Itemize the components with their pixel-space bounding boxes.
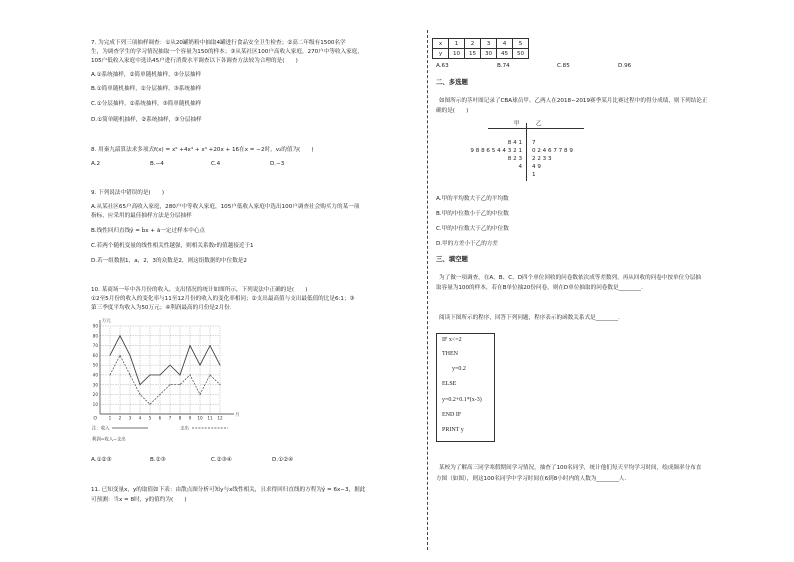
q7-option-c: C.①分层抽样，②系统抽样，③简单随机抽样 bbox=[91, 101, 202, 107]
q12-option-d: D.甲的方差小于乙的方差 bbox=[436, 241, 499, 247]
x-tick-label: 6 bbox=[158, 415, 162, 421]
q11-stem-line1: 11. 已知变量x，y的取值如下表：由散点图分析可知y与x线性相关，且求得回归直线的方程为ŷ = 6x−3，据此 bbox=[91, 487, 366, 493]
data-point bbox=[210, 345, 211, 346]
data-point bbox=[150, 374, 151, 375]
x-tick-label: 1 bbox=[108, 415, 112, 421]
data-point bbox=[110, 355, 111, 356]
series-line-expense bbox=[110, 355, 220, 404]
data-point bbox=[210, 374, 211, 375]
data-point bbox=[180, 384, 181, 385]
q9-option-a-line2: 指标，应采用的最佳抽样方法是分层抽样 bbox=[91, 213, 192, 219]
stem-leaf-left-leaves: 9 8 8 6 5 4 4 3 2 1 bbox=[470, 148, 522, 154]
x-tick-label: 10 bbox=[197, 415, 203, 421]
y-tick-label: 50 bbox=[92, 362, 98, 368]
data-point bbox=[200, 365, 201, 366]
q9-option-b: B.线性回归直线ŷ = b̂x + â一定过样本中心点 bbox=[91, 228, 206, 234]
q10-option-c: C.②③④ bbox=[211, 457, 232, 463]
stem-leaf-right-leaves: 4 9 bbox=[532, 164, 541, 170]
data-point bbox=[160, 394, 161, 395]
x-tick-label: 8 bbox=[178, 415, 182, 421]
table-row bbox=[433, 39, 529, 49]
column-divider bbox=[427, 30, 428, 550]
data-point bbox=[110, 374, 111, 375]
q7-option-a: A.①系统抽样，②简单随机抽样，③分层抽样 bbox=[91, 72, 202, 78]
q11-option-d: D.96 bbox=[618, 63, 632, 69]
data-point bbox=[130, 374, 131, 375]
q11-option-a: A.63 bbox=[436, 63, 449, 69]
q10-option-b: B.②③ bbox=[150, 457, 166, 463]
y-tick-label: 90 bbox=[92, 323, 98, 329]
table-cell: 50 bbox=[513, 49, 529, 59]
x-tick-label: 2 bbox=[118, 415, 122, 421]
q13-stem-line1: 为了做一项调查，在A、B、C、D四个单位回收的问卷数依次成等差数列，再从回收的问卷中按单位分层抽 bbox=[439, 275, 702, 281]
x-tick-label: 7 bbox=[168, 415, 172, 421]
q7-stem-line1: 7. 为完成下列三项抽样调查：①从20罐奶粉中抽取4罐进行食品安全卫生检查；②高二年级有1500名学 bbox=[91, 40, 346, 46]
stem-leaf-plot bbox=[440, 120, 620, 180]
q11-option-b: B.74 bbox=[497, 63, 510, 69]
code-line: END IF bbox=[442, 412, 462, 418]
q10-option-d: D.①②④ bbox=[272, 457, 294, 463]
x-tick-label: 5 bbox=[148, 415, 152, 421]
stem-leaf-right-leaves: 2 2 3 3 bbox=[532, 156, 552, 162]
q7-option-d: D.①简单随机抽样，②系统抽样，③分层抽样 bbox=[91, 117, 202, 123]
q8-option-a: A.2 bbox=[91, 161, 101, 167]
stem-leaf-left-leaves: 8 4 1 bbox=[507, 140, 522, 146]
q10-stem-line3: 第三季度平均收入为50万元；④利润最高的月份是2月份. bbox=[91, 305, 232, 311]
table-cell: 5 bbox=[513, 39, 529, 49]
y-tick-label: 30 bbox=[92, 382, 98, 388]
stem-leaf-right-leaves: 1 bbox=[532, 172, 536, 178]
code-line: ELSE bbox=[442, 381, 457, 387]
table-cell: 30 bbox=[481, 49, 497, 59]
table-cell: 3 bbox=[481, 39, 497, 49]
q10-stem-line1: 10. 某商场一年中各月份的收入、支出情况的统计如图所示，下列说法中正确的是( ) bbox=[91, 287, 308, 293]
data-point bbox=[180, 374, 181, 375]
table-cell: 45 bbox=[497, 49, 513, 59]
q12-option-c: C.甲的中位数大于乙的中位数 bbox=[436, 226, 509, 232]
origin-label: O bbox=[93, 416, 97, 422]
stem-leaf-left-leaves: 4 bbox=[518, 164, 522, 170]
table-cell: x bbox=[433, 39, 449, 49]
table-cell: 1 bbox=[449, 39, 465, 49]
stem-leaf-head-jia: 甲 bbox=[514, 121, 520, 127]
q9-option-d: D.若一组数据1，a，2，3的众数是2，则这组数据的中位数是2 bbox=[91, 258, 247, 264]
table-cell: 10 bbox=[449, 49, 465, 59]
chart-axes bbox=[100, 320, 234, 414]
data-point bbox=[140, 394, 141, 395]
q10-option-a: A.①②③ bbox=[91, 457, 112, 463]
xy-value-table bbox=[432, 38, 529, 59]
q8-option-b: B.−4 bbox=[150, 161, 164, 167]
q12-stem-line2: 确的是( ) bbox=[436, 108, 469, 114]
data-point bbox=[130, 355, 131, 356]
code-line: IF x<=2 bbox=[442, 337, 462, 343]
y-tick-label: 20 bbox=[92, 392, 98, 398]
table-row bbox=[433, 49, 529, 59]
q7-option-b: B.①简单随机抽样，②分层抽样，③系统抽样 bbox=[91, 86, 202, 92]
q9-stem: 9. 下列说法中错误的是( ) bbox=[91, 190, 165, 196]
code-line: y=0.2 bbox=[452, 366, 466, 372]
section-title-multiple-choice: 二、多选题 bbox=[436, 78, 468, 86]
series-line-income bbox=[110, 336, 220, 385]
legend-note-profit: 利润=收入−支出 bbox=[92, 437, 126, 443]
legend-label-income: 注：收入 bbox=[92, 426, 110, 432]
stem-leaf-right-leaves: 7 bbox=[532, 140, 536, 146]
y-axis-label: 万元 bbox=[102, 319, 111, 324]
q9-option-a-line1: A.从某社区65户高收入家庭，280户中等收入家庭，105户低收入家庭中选出100户调查社会购买力的某一项 bbox=[91, 204, 360, 210]
data-point bbox=[200, 394, 201, 395]
q10-stem-line2: ①2至5月份的收入的变化率与11至12月份的收入的变化率相同；②支出最高值与支出最低值的比是6:1；③ bbox=[91, 296, 355, 302]
data-point bbox=[190, 345, 191, 346]
stem-leaf-right-leaves: 0 2 4 6 7 7 8 9 bbox=[532, 148, 573, 154]
x-tick-label: 9 bbox=[188, 415, 192, 421]
y-tick-label: 10 bbox=[92, 401, 98, 407]
data-point bbox=[150, 404, 151, 405]
table-cell: y bbox=[433, 49, 449, 59]
y-tick-label: 60 bbox=[92, 352, 98, 358]
data-point bbox=[120, 355, 121, 356]
q8-stem: 8. 用秦九韶算法求多项式f(x) = x⁵ +4x⁴ + x³ +20x + 16在x = −2时，v₂的值为( ) bbox=[91, 147, 314, 153]
chart-tick-labels bbox=[93, 318, 240, 422]
x-tick-label: 12 bbox=[217, 415, 223, 421]
table-cell: 2 bbox=[465, 39, 481, 49]
x-tick-label: 4 bbox=[138, 415, 142, 421]
data-point bbox=[170, 365, 171, 366]
q7-stem-line2: 生，为调查学生的学习情况抽取一个容量为150的样本；③从某社区100户高收入家庭，270户中等收入家庭， bbox=[91, 49, 363, 55]
data-point bbox=[220, 384, 221, 385]
code-line: y=0.2+0.1*(x-3) bbox=[442, 397, 482, 403]
q9-option-c: C.若两个随机变量的线性相关性越强，则相关系数r的值越接近于1 bbox=[91, 243, 254, 249]
data-point bbox=[160, 374, 161, 375]
y-tick-label: 80 bbox=[92, 333, 98, 339]
x-tick-label: 11 bbox=[207, 415, 213, 421]
q12-option-a: A.甲的平均数大于乙的平均数 bbox=[436, 196, 509, 202]
code-line: THEN bbox=[442, 351, 458, 357]
q11-stem-line2: 可预测：当x = 8时，y的值约为( ) bbox=[91, 497, 187, 503]
data-point bbox=[220, 365, 221, 366]
code-line: PRINT y bbox=[442, 427, 464, 433]
data-point bbox=[140, 384, 141, 385]
q13-stem-line2: 取容量为100的样本，若在B单位抽20份问卷，则在D单位抽取的问卷数是________. bbox=[436, 285, 643, 291]
q8-option-d: D.−3 bbox=[270, 161, 285, 167]
stem-leaf-divider bbox=[526, 123, 527, 181]
q15-stem-line1: 某校为了解高三同学寒假期间学习情况，抽查了100名同学，统计他们每天平均学习时间，绘成频率分布直 bbox=[439, 465, 702, 471]
x-tick-label: 3 bbox=[128, 415, 132, 421]
x-axis-label: 月 bbox=[235, 413, 240, 418]
legend-label-expense: 支出 bbox=[180, 426, 189, 432]
section-title-fill-blank: 三、填空题 bbox=[436, 255, 468, 263]
q15-stem-line2: 方图（如图），则这100名同学中学习时间在6到8小时内的人数为________人. bbox=[436, 476, 627, 482]
data-point bbox=[190, 374, 191, 375]
q12-stem-line1: 如图所示的茎叶图记录了CBA球员甲、乙两人在2018−2019赛季某月比赛过程中的得分成绩，则下列结论正 bbox=[439, 98, 708, 104]
y-tick-label: 40 bbox=[92, 372, 98, 378]
chart-legend bbox=[92, 425, 228, 443]
q12-option-b: B.甲的中位数小于乙的中位数 bbox=[436, 211, 509, 217]
program-code-box bbox=[436, 333, 495, 442]
data-point bbox=[120, 335, 121, 336]
q14-stem: 阅读下图所示的程序，回答下列问题，程序表示的函数关系式是________. bbox=[439, 315, 620, 321]
q7-stem-line3: 105户低收入家庭中选出45户进行消费水平调查以下各调查方法较为合理的是( ) bbox=[91, 58, 298, 64]
stem-leaf-head-yi: 乙 bbox=[536, 121, 542, 127]
income-expense-line-chart bbox=[86, 318, 246, 446]
q11-option-c: C.85 bbox=[557, 63, 570, 69]
table-cell: 4 bbox=[497, 39, 513, 49]
q8-option-c: C.4 bbox=[211, 161, 221, 167]
stem-leaf-left-leaves: 8 2 3 bbox=[507, 156, 522, 162]
y-tick-label: 70 bbox=[92, 343, 98, 349]
data-point bbox=[170, 384, 171, 385]
table-cell: 15 bbox=[465, 49, 481, 59]
